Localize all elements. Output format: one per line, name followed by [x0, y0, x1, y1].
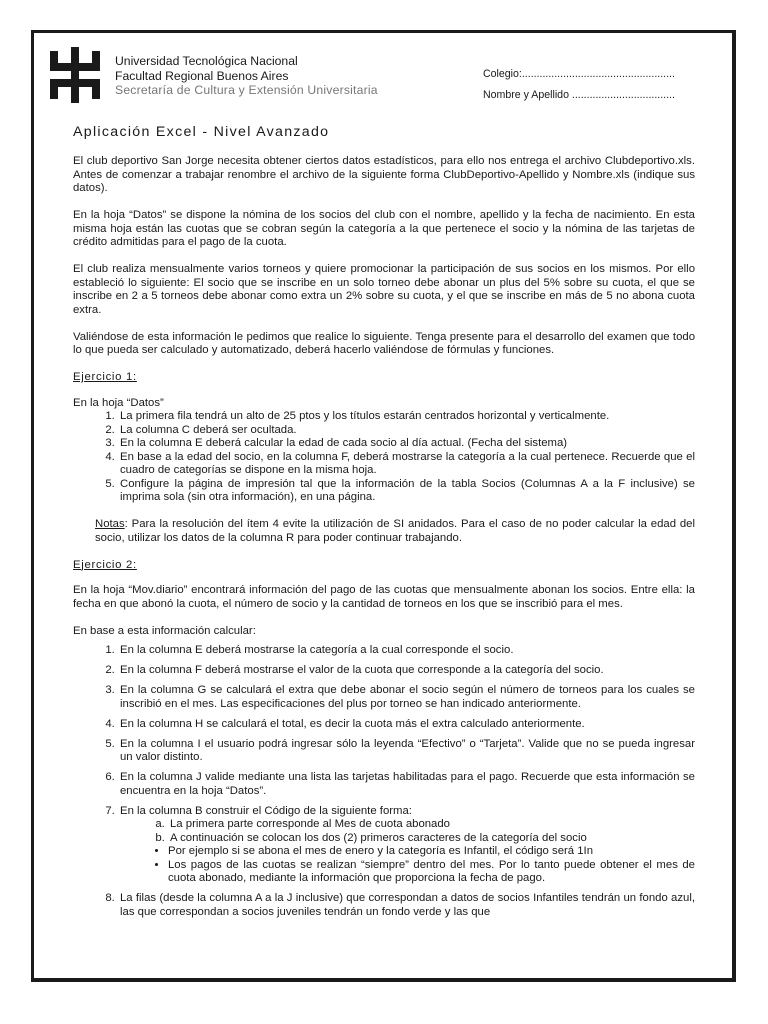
- list-item: 5. Configure la página de impresión tal que la información de la tabla Socios (Columnas A a la F inclusive) se imprima sola (sin otra información), en una página.: [118, 478, 695, 505]
- list-item: 1. La primera fila tendrá un alto de 25 ptos y los títulos estarán centrados horizontal y verticalmente.: [118, 410, 695, 424]
- list-item: [118, 805, 695, 886]
- institution-header: [115, 54, 378, 98]
- list-item-text: En la columna B construir el Código de la siguiente forma:: [120, 804, 412, 817]
- faculty-name: Facultad Regional Buenos Aires: [115, 68, 289, 83]
- list-item: 3. En la columna E deberá calcular la edad de cada socio al día actual. (Fecha del sistema): [118, 437, 695, 451]
- exercise-1-lead: En la hoja “Datos”: [73, 396, 164, 409]
- student-fields: [483, 64, 675, 105]
- colegio-field[interactable]: Colegio:....................................................: [483, 68, 675, 80]
- exercise-1-heading: Ejercicio 1:: [73, 371, 137, 383]
- intro-paragraph: El club realiza mensualmente varios torneos y quiere promocionar la participación de sus socios en los mismos. Por ello estableció lo siguiente: El socio que se inscribe en un solo torneo debe abonar un plus del 5% sobre su cuota, el que se inscribe en 2 a 5 torneos debe abonar como extra un 2% sobre su cuota, y el que se inscribe en más de 5 no abona cuota extra.: [73, 263, 695, 316]
- sublist-item: a. La primera parte corresponde al Mes de cuota abonado: [168, 818, 695, 832]
- intro-paragraph: Valiéndose de esta información le pedimos que realice lo siguiente. Tenga presente para el desarrollo del examen que todo lo que pueda ser calculado y automatizado, deberá hacerlo valiéndose de fórmulas y funciones.: [73, 330, 695, 356]
- list-item: 2. La columna C deberá ser ocultada.: [118, 424, 695, 438]
- intro-paragraph: En la hoja “Datos” se dispone la nómina de los socios del club con el nombre, apellido y la fecha de nacimiento. En esta misma hoja están las cuotas que se cobran según la categoría a la que pertenece el socio y la nómina de las tarjetas de crédito admitidas para el pago de la cuota.: [73, 209, 695, 248]
- exercise-2-lead: En la hoja “Mov.diario” encontrará información del pago de las cuotas que mensualmente abonan los socios. Entre ella: la fecha en que abonó la cuota, el número de socio y la cantidad de torneos en los que se inscribió para el mes.: [73, 584, 695, 610]
- list-item: 4. En base a la edad del socio, en la columna F, deberá mostrarse la categoría a la cual pertenece. Recuerde que el cuadro de categorías se dispone en la misma hoja.: [118, 451, 695, 478]
- list-item: 1. En la columna E deberá mostrarse la categoría a la cual corresponde el socio.: [118, 644, 695, 658]
- list-item: 3. En la columna G se calculará el extra que debe abonar el socio según el número de torneos para los cuales se inscribió en el mes. Las especificaciones del plus por torneo se han indicado anteriormente.: [118, 684, 695, 711]
- list-item: 6. En la columna J valide mediante una lista las tarjetas habilitadas para el pago. Recuerde que esta información se encuentra en la hoja “Datos”.: [118, 771, 695, 798]
- exercise-1-list: [73, 410, 695, 505]
- code-bullets: [120, 845, 695, 886]
- list-item: 5. En la columna I el usuario podrá ingresar sólo la leyenda “Efectivo” o “Tarjeta”. Valide que no se pueda ingresar un valor distinto.: [118, 738, 695, 765]
- document-body: [73, 124, 695, 933]
- code-sublist: [120, 818, 695, 845]
- exercise-2-lead2: En base a esta información calcular:: [73, 624, 256, 637]
- document-title: Aplicación Excel - Nivel Avanzado: [73, 124, 330, 140]
- sublist-item: b. A continuación se colocan los dos (2) primeros caracteres de la categoría del socio: [168, 832, 695, 846]
- list-item: 2. En la columna F deberá mostrarse el valor de la cuota que corresponde a la categoría del socio.: [118, 664, 695, 678]
- bullet-item: • Por ejemplo si se abona el mes de enero y la categoría es Infantil, el código será 1In: [168, 845, 695, 859]
- utn-logo-icon: [50, 47, 100, 103]
- bullet-item: • Los pagos de las cuotas se realizan “siempre” dentro del mes. Por lo tanto puede obtener el mes de cuota abonado, mediante la información que proporciona la fecha de pago.: [168, 859, 695, 886]
- intro-paragraph: El club deportivo San Jorge necesita obtener ciertos datos estadísticos, para ello nos entrega el archivo Clubdeportivo.xls. Antes de comenzar a trabajar renombre el archivo de la siguiente forma ClubDeportivo-Apellido y Nombre.xls (indique sus datos).: [73, 155, 695, 194]
- exercise-2-list: [73, 644, 695, 919]
- secretariat-name: Secretaría de Cultura y Extensión Universitaria: [115, 83, 378, 97]
- nombre-apellido-field[interactable]: Nombre y Apellido ...................................: [483, 88, 675, 101]
- exercise-1-notes: [73, 518, 695, 545]
- list-item: 4. En la columna H se calculará el total, es decir la cuota más el extra calculado anteriormente.: [118, 718, 695, 732]
- notes-label: Notas: [95, 518, 125, 530]
- university-name: Universidad Tecnológica Nacional: [115, 54, 298, 68]
- list-item: 8. La filas (desde la columna A a la J inclusive) que correspondan a datos de socios Infantiles tendrán un fondo azul, las que correspondan a socios juveniles tendrán un fondo verde y las que: [118, 892, 695, 919]
- notes-text: : Para la resolución del ítem 4 evite la utilización de SI anidados. Para el caso de no poder calcular la edad del socio, utilizar los datos de la columna R para poder continuar trabajando.: [95, 518, 695, 544]
- exercise-2-heading: Ejercicio 2:: [73, 558, 137, 571]
